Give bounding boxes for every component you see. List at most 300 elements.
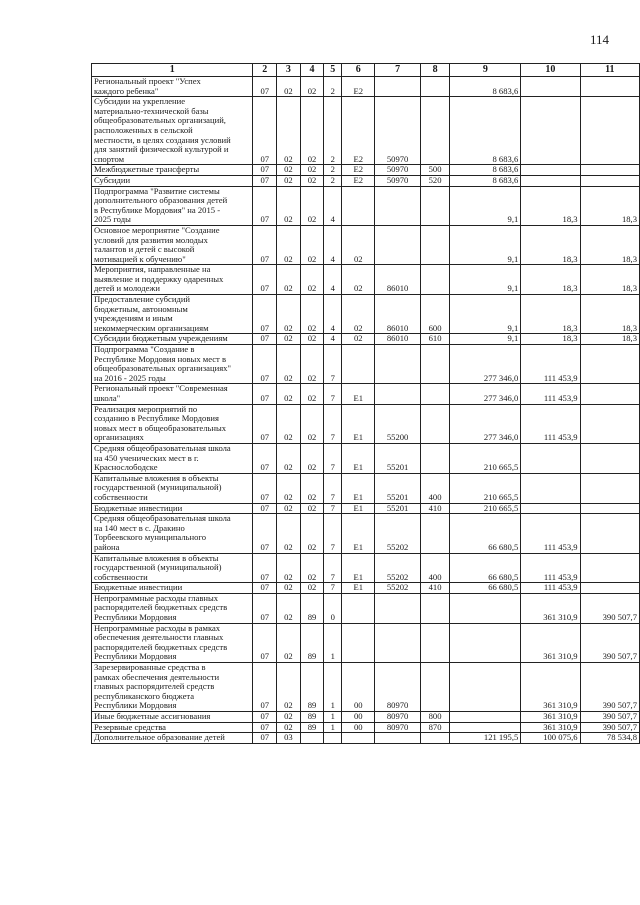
amount-cell: 8 683,6 — [450, 77, 521, 97]
code-cell — [375, 345, 420, 384]
code-cell: 89 — [300, 722, 324, 733]
amount-cell: 390 507,7 — [580, 722, 639, 733]
code-cell: 500 — [420, 165, 450, 176]
amount-cell — [521, 77, 580, 97]
amount-cell: 18,3 — [521, 334, 580, 345]
code-cell: Е2 — [342, 175, 375, 186]
code-cell — [420, 623, 450, 662]
code-cell: 55200 — [375, 404, 420, 443]
code-cell: 07 — [253, 473, 277, 503]
code-cell: 07 — [253, 175, 277, 186]
code-cell — [375, 186, 420, 225]
code-cell — [420, 345, 450, 384]
table-row — [92, 225, 640, 264]
row-label-line: Иные бюджетные ассигнования — [94, 711, 211, 721]
amount-cell — [521, 443, 580, 473]
row-label-line: Межбюджетные трансферты — [94, 164, 200, 175]
amount-cell: 390 507,7 — [580, 623, 639, 662]
amount-cell: 111 453,9 — [521, 583, 580, 594]
code-cell — [375, 77, 420, 97]
row-label-line: собственности — [94, 491, 148, 502]
table-row — [92, 175, 640, 186]
row-label — [92, 583, 253, 594]
row-label — [92, 503, 253, 514]
code-cell: Е2 — [342, 97, 375, 165]
code-cell: 02 — [277, 404, 301, 443]
code-cell: 7 — [324, 473, 342, 503]
code-cell: 55201 — [375, 503, 420, 514]
amount-cell: 361 310,9 — [521, 663, 580, 712]
amount-cell: 9,1 — [450, 295, 521, 334]
code-cell: 07 — [253, 712, 277, 723]
code-cell: 02 — [300, 553, 324, 583]
code-cell: 02 — [277, 623, 301, 662]
table-row — [92, 722, 640, 733]
code-cell — [375, 733, 420, 744]
row-label-line: республиканского бюджета — [94, 690, 195, 701]
row-label-line: спортом — [94, 153, 125, 164]
amount-cell: 111 453,9 — [521, 553, 580, 583]
code-cell: Е1 — [342, 443, 375, 473]
row-label — [92, 663, 253, 712]
row-label — [92, 514, 253, 553]
code-cell: 02 — [277, 345, 301, 384]
amount-cell: 390 507,7 — [580, 663, 639, 712]
row-label-line: бюджетным, автономным — [94, 303, 188, 314]
code-cell — [300, 733, 324, 744]
table-row — [92, 77, 640, 97]
row-label-line: государственной (муниципальной) — [94, 562, 222, 573]
amount-cell — [521, 503, 580, 514]
column-header: 7 — [375, 64, 420, 77]
code-cell: 02 — [277, 334, 301, 345]
amount-cell: 121 195,5 — [450, 733, 521, 744]
code-cell: 07 — [253, 553, 277, 583]
code-cell: 02 — [277, 265, 301, 295]
row-label-line: Подпрограмма "Создание в — [94, 344, 195, 355]
row-label — [92, 97, 253, 165]
column-header: 2 — [253, 64, 277, 77]
code-cell: 02 — [277, 295, 301, 334]
row-label-line: организациях — [94, 432, 144, 443]
code-cell: 2 — [324, 165, 342, 176]
code-cell: 02 — [300, 175, 324, 186]
column-header: 10 — [521, 64, 580, 77]
row-label — [92, 623, 253, 662]
amount-cell: 9,1 — [450, 265, 521, 295]
code-cell: 7 — [324, 404, 342, 443]
code-cell: 410 — [420, 503, 450, 514]
table-row — [92, 733, 640, 744]
code-cell: 02 — [277, 443, 301, 473]
code-cell: 02 — [277, 77, 301, 97]
row-label-line: некоммерческим организациям — [94, 322, 209, 333]
column-header: 11 — [580, 64, 639, 77]
amount-cell: 210 665,5 — [450, 503, 521, 514]
amount-cell — [580, 553, 639, 583]
table-row — [92, 295, 640, 334]
code-cell: 02 — [342, 225, 375, 264]
code-cell: 07 — [253, 514, 277, 553]
table-row — [92, 443, 640, 473]
amount-cell — [450, 593, 521, 623]
code-cell: 07 — [253, 97, 277, 165]
row-label-line: Капитальные вложения в объекты — [94, 553, 219, 563]
amount-cell: 18,3 — [521, 225, 580, 264]
row-label-line: Капитальные вложения в объекты — [94, 473, 219, 483]
code-cell: 07 — [253, 334, 277, 345]
code-cell — [420, 225, 450, 264]
code-cell: 2 — [324, 77, 342, 97]
table-row — [92, 265, 640, 295]
code-cell: 520 — [420, 175, 450, 186]
code-cell: 410 — [420, 583, 450, 594]
code-cell — [420, 97, 450, 165]
row-label — [92, 295, 253, 334]
code-cell — [375, 225, 420, 264]
amount-cell — [450, 712, 521, 723]
code-cell — [420, 733, 450, 744]
row-label-line: материально-технической базы — [94, 105, 209, 116]
code-cell: 89 — [300, 623, 324, 662]
code-cell: 02 — [277, 722, 301, 733]
code-cell: Е1 — [342, 583, 375, 594]
row-label — [92, 473, 253, 503]
code-cell — [342, 186, 375, 225]
table-row — [92, 503, 640, 514]
row-label-line: дополнительного образования детей — [94, 195, 228, 206]
code-cell: 86010 — [375, 295, 420, 334]
code-cell: Е2 — [342, 77, 375, 97]
amount-cell — [521, 97, 580, 165]
code-cell — [420, 186, 450, 225]
code-cell — [342, 593, 375, 623]
code-cell: 07 — [253, 345, 277, 384]
code-cell — [342, 623, 375, 662]
code-cell — [420, 514, 450, 553]
amount-cell: 390 507,7 — [580, 712, 639, 723]
code-cell: 02 — [300, 473, 324, 503]
code-cell: 7 — [324, 514, 342, 553]
row-label-line: условий для развития молодых — [94, 234, 208, 245]
code-cell: 89 — [300, 712, 324, 723]
table-body — [92, 77, 640, 744]
code-cell: 02 — [300, 384, 324, 404]
code-cell — [324, 733, 342, 744]
code-cell: 02 — [300, 514, 324, 553]
code-cell: 4 — [324, 225, 342, 264]
amount-cell: 8 683,6 — [450, 165, 521, 176]
code-cell: 02 — [300, 295, 324, 334]
row-label-line: Республики Мордовия — [94, 700, 177, 711]
row-label-line: Зарезервированные средства в — [94, 662, 206, 673]
code-cell — [420, 443, 450, 473]
code-cell: 86010 — [375, 334, 420, 345]
code-cell — [342, 345, 375, 384]
row-label-line: Мероприятия, направленные на — [94, 264, 211, 275]
row-label-line: Региональный проект "Современная — [94, 383, 228, 394]
row-label-line: Дополнительное образование детей — [94, 732, 225, 743]
code-cell: 00 — [342, 722, 375, 733]
amount-cell: 18,3 — [580, 186, 639, 225]
code-cell: 02 — [342, 334, 375, 345]
code-cell: 02 — [277, 663, 301, 712]
code-cell: 7 — [324, 583, 342, 594]
amount-cell: 210 665,5 — [450, 473, 521, 503]
row-label-line: каждого ребенка" — [94, 85, 159, 96]
code-cell: 02 — [277, 514, 301, 553]
row-label-line: Непрограммные расходы в рамках — [94, 623, 221, 633]
row-label-line: мотивацией к обучению" — [94, 253, 186, 264]
amount-cell: 8 683,6 — [450, 97, 521, 165]
code-cell: 02 — [342, 295, 375, 334]
amount-cell — [521, 473, 580, 503]
code-cell: 02 — [277, 97, 301, 165]
code-cell: 07 — [253, 722, 277, 733]
code-cell: 02 — [277, 225, 301, 264]
row-label-line: общеобразовательных организациях" — [94, 363, 231, 374]
row-label — [92, 384, 253, 404]
code-cell: Е2 — [342, 165, 375, 176]
code-cell: 80970 — [375, 712, 420, 723]
row-label-line: Основное мероприятие "Создание — [94, 225, 220, 235]
row-label-line: Торбеевского муниципального — [94, 532, 207, 543]
code-cell: 07 — [253, 593, 277, 623]
amount-cell: 18,3 — [521, 295, 580, 334]
row-label-line: расположенных в сельской — [94, 124, 193, 135]
row-label — [92, 712, 253, 723]
code-cell — [420, 663, 450, 712]
table-row — [92, 663, 640, 712]
code-cell: 07 — [253, 583, 277, 594]
table-header-row — [92, 64, 640, 77]
code-cell: 55202 — [375, 583, 420, 594]
amount-cell — [580, 583, 639, 594]
code-cell: 7 — [324, 345, 342, 384]
code-cell: 07 — [253, 404, 277, 443]
amount-cell: 18,3 — [580, 265, 639, 295]
code-cell: 55202 — [375, 514, 420, 553]
code-cell: Е1 — [342, 503, 375, 514]
code-cell: 2 — [324, 175, 342, 186]
row-label — [92, 77, 253, 97]
code-cell: 02 — [277, 473, 301, 503]
amount-cell: 78 534,8 — [580, 733, 639, 744]
amount-cell: 9,1 — [450, 334, 521, 345]
amount-cell — [580, 175, 639, 186]
amount-cell: 277 346,0 — [450, 384, 521, 404]
code-cell: 600 — [420, 295, 450, 334]
code-cell: 4 — [324, 334, 342, 345]
code-cell: 07 — [253, 186, 277, 225]
code-cell: 4 — [324, 265, 342, 295]
amount-cell: 18,3 — [521, 186, 580, 225]
code-cell: 02 — [300, 165, 324, 176]
code-cell: 02 — [300, 503, 324, 514]
code-cell: 03 — [277, 733, 301, 744]
budget-table — [91, 63, 640, 744]
code-cell: 07 — [253, 623, 277, 662]
amount-cell: 277 346,0 — [450, 404, 521, 443]
amount-cell: 66 680,5 — [450, 514, 521, 553]
row-label-line: района — [94, 541, 120, 552]
row-label — [92, 165, 253, 176]
code-cell: 07 — [253, 384, 277, 404]
amount-cell: 111 453,9 — [521, 384, 580, 404]
code-cell — [375, 623, 420, 662]
row-label-line: новых мест в общеобразовательных — [94, 422, 227, 433]
row-label-line: распорядителей бюджетных средств — [94, 602, 228, 613]
amount-cell: 361 310,9 — [521, 623, 580, 662]
amount-cell — [580, 503, 639, 514]
table-row — [92, 623, 640, 662]
amount-cell: 361 310,9 — [521, 722, 580, 733]
code-cell: 02 — [277, 583, 301, 594]
row-label-line: для занятий физической культурой и — [94, 144, 229, 155]
code-cell — [375, 384, 420, 404]
row-label-line: главных распорядителей средств — [94, 681, 215, 692]
amount-cell: 18,3 — [580, 225, 639, 264]
row-label-line: Резервные средства — [94, 722, 166, 732]
code-cell: 55201 — [375, 443, 420, 473]
amount-cell: 66 680,5 — [450, 583, 521, 594]
column-header: 3 — [277, 64, 301, 77]
row-label — [92, 225, 253, 264]
code-cell: 07 — [253, 77, 277, 97]
code-cell: 02 — [277, 384, 301, 404]
row-label-line: Субсидии — [94, 175, 131, 185]
code-cell: 02 — [277, 553, 301, 583]
code-cell: 02 — [277, 165, 301, 176]
amount-cell — [580, 77, 639, 97]
row-label-line: на 2016 - 2025 годы — [94, 372, 166, 383]
row-label-line: Региональный проект "Успех — [94, 76, 201, 86]
amount-cell — [580, 514, 639, 553]
row-label — [92, 345, 253, 384]
code-cell: 02 — [277, 712, 301, 723]
code-cell: 4 — [324, 295, 342, 334]
code-cell: 00 — [342, 663, 375, 712]
column-header: 4 — [300, 64, 324, 77]
amount-cell — [580, 384, 639, 404]
amount-cell — [580, 165, 639, 176]
code-cell: Е1 — [342, 384, 375, 404]
code-cell: 55201 — [375, 473, 420, 503]
code-cell: 55202 — [375, 553, 420, 583]
row-label — [92, 334, 253, 345]
code-cell: 02 — [342, 265, 375, 295]
row-label-line: государственной (муниципальной) — [94, 482, 222, 493]
code-cell: 50970 — [375, 165, 420, 176]
code-cell: 02 — [300, 583, 324, 594]
amount-cell: 210 665,5 — [450, 443, 521, 473]
code-cell: 07 — [253, 663, 277, 712]
amount-cell: 361 310,9 — [521, 712, 580, 723]
code-cell: 50970 — [375, 175, 420, 186]
amount-cell — [580, 443, 639, 473]
row-label — [92, 265, 253, 295]
row-label-line: созданию в Республике Мордовия — [94, 413, 219, 424]
code-cell — [420, 77, 450, 97]
amount-cell — [450, 722, 521, 733]
row-label-line: на 140 мест в с. Дракино — [94, 522, 185, 533]
code-cell: 02 — [300, 404, 324, 443]
row-label-line: талантов и детей с высокой — [94, 244, 195, 255]
code-cell: 870 — [420, 722, 450, 733]
code-cell: 1 — [324, 712, 342, 723]
code-cell: 00 — [342, 712, 375, 723]
row-label-line: местности, в целях создания условий — [94, 134, 231, 145]
code-cell: 07 — [253, 443, 277, 473]
code-cell: 400 — [420, 473, 450, 503]
code-cell: Е1 — [342, 553, 375, 583]
amount-cell — [580, 345, 639, 384]
amount-cell — [450, 623, 521, 662]
row-label — [92, 404, 253, 443]
row-label — [92, 553, 253, 583]
code-cell: 400 — [420, 553, 450, 583]
row-label — [92, 733, 253, 744]
table-row — [92, 186, 640, 225]
code-cell: 7 — [324, 553, 342, 583]
row-label-line: Республике Мордовия новых мест в — [94, 353, 227, 364]
code-cell: 0 — [324, 593, 342, 623]
code-cell: 1 — [324, 623, 342, 662]
column-header: 8 — [420, 64, 450, 77]
amount-cell — [580, 404, 639, 443]
amount-cell: 111 453,9 — [521, 404, 580, 443]
row-label-line: рамках обеспечения деятельности — [94, 671, 220, 682]
row-label-line: выявление и поддержку одаренных — [94, 273, 224, 284]
row-label-line: Субсидии на укрепление — [94, 96, 186, 107]
amount-cell: 66 680,5 — [450, 553, 521, 583]
code-cell: 07 — [253, 225, 277, 264]
code-cell: 1 — [324, 663, 342, 712]
amount-cell: 9,1 — [450, 186, 521, 225]
table-row — [92, 165, 640, 176]
amount-cell: 390 507,7 — [580, 593, 639, 623]
row-label-line: Краснослободске — [94, 462, 158, 473]
code-cell: 02 — [300, 97, 324, 165]
table-row — [92, 553, 640, 583]
code-cell — [420, 593, 450, 623]
code-cell: 86010 — [375, 265, 420, 295]
row-label-line: Республики Мордовия — [94, 612, 177, 623]
code-cell — [420, 384, 450, 404]
page-number: 114 — [590, 32, 610, 47]
code-cell: 02 — [300, 186, 324, 225]
code-cell — [420, 265, 450, 295]
row-label — [92, 593, 253, 623]
row-label-line: Средняя общеобразовательная школа — [94, 513, 231, 524]
code-cell: 50970 — [375, 97, 420, 165]
amount-cell: 361 310,9 — [521, 593, 580, 623]
row-label-line: школа" — [94, 393, 121, 403]
code-cell: 02 — [300, 225, 324, 264]
amount-cell: 18,3 — [580, 334, 639, 345]
table-row — [92, 97, 640, 165]
code-cell: Е1 — [342, 404, 375, 443]
table-row — [92, 712, 640, 723]
code-cell: 07 — [253, 165, 277, 176]
code-cell: 02 — [277, 503, 301, 514]
code-cell: 07 — [253, 733, 277, 744]
code-cell: 1 — [324, 722, 342, 733]
code-cell: Е1 — [342, 514, 375, 553]
amount-cell — [521, 175, 580, 186]
table-row — [92, 334, 640, 345]
row-label-line: учреждениям и иным — [94, 313, 173, 324]
